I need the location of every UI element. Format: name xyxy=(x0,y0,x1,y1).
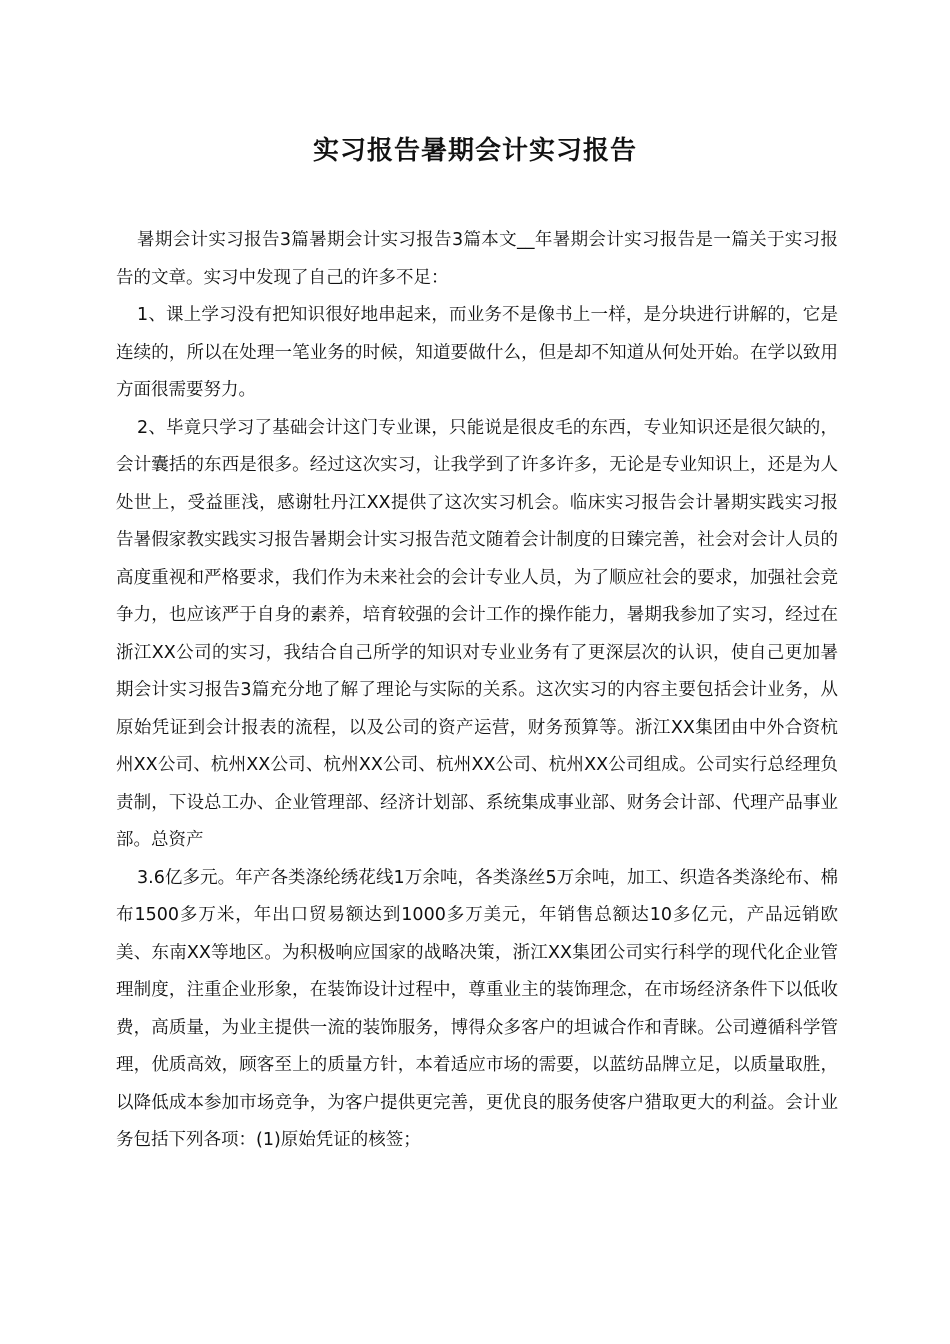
paragraph-point-2: 2、毕竟只学习了基础会计这门专业课，只能说是很皮毛的东西，专业知识还是很欠缺的，会计囊括的东西是很多。经过这次实习，让我学到了许多许多，无论是专业知识上，还是为人处世上，受益匪浅，感谢牡丹江XX提供了这次实习机会。临床实习报告会计暑期实践实习报告暑假家教实践实习报告暑期会计实习报告范文随着会计制度的日臻完善，社会对会计人员的高度重视和严格要求，我们作为未来社会的会计专业人员，为了顺应社会的要求，加强社会竞争力，也应该严于自身的素养，培育较强的会计工作的操作能力，暑期我参加了实习，经过在浙江XX公司的实习，我结合自己所学的知识对专业业务有了更深层次的认识，使自己更加暑期会计实习报告3篇充分地了解了理论与实际的关系。这次实习的内容主要包括会计业务，从原始凭证到会计报表的流程，以及公司的资产运营，财务预算等。浙江XX集团由中外合资杭州XX公司、杭州XX公司、杭州XX公司、杭州XX公司、杭州XX公司组成。公司实行总经理负责制，下设总工办、企业管理部、经济计划部、系统集成事业部、财务会计部、代理产品事业部。总资产 xyxy=(116,417,838,850)
document-title: 实习报告暑期会计实习报告 xyxy=(312,136,637,166)
paragraph-intro: 暑期会计实习报告3篇暑期会计实习报告3篇本文__年暑期会计实习报告是一篇关于实习报告的文章。实习中发现了自己的许多不足： xyxy=(116,230,838,288)
paragraph-point-1: 1、课上学习没有把知识很好地串起来，而业务不是像书上一样，是分块进行讲解的，它是连续的，所以在处理一笔业务的时候，知道要做什么，但是却不知道从何处开始。在学以致用方面很需要努力。 xyxy=(116,305,838,400)
paragraph-company-profile: 3.6亿多元。年产各类涤纶绣花线1万余吨，各类涤丝5万余吨，加工、织造各类涤纶布、棉布1500多万米，年出口贸易额达到1000多万美元，年销售总额达10多亿元，产品远销欧美、东南XX等地区。为积极响应国家的战略决策，浙江XX集团公司实行科学的现代化企业管理制度，注重企业形象，在装饰设计过程中，尊重业主的装饰理念，在市场经济条件下以低收费，高质量，为业主提供一流的装饰服务，博得众多客户的坦诚合作和青睐。公司遵循科学管理，优质高效，顾客至上的质量方针，本着适应市场的需要，以蓝纺品牌立足，以质量取胜，以降低成本参加市场竞争，为客户提供更完善，更优良的服务使客户猎取更大的利益。会计业务包括下列各项：(1)原始凭证的核签； xyxy=(116,867,838,1150)
document-body xyxy=(116,222,838,1160)
